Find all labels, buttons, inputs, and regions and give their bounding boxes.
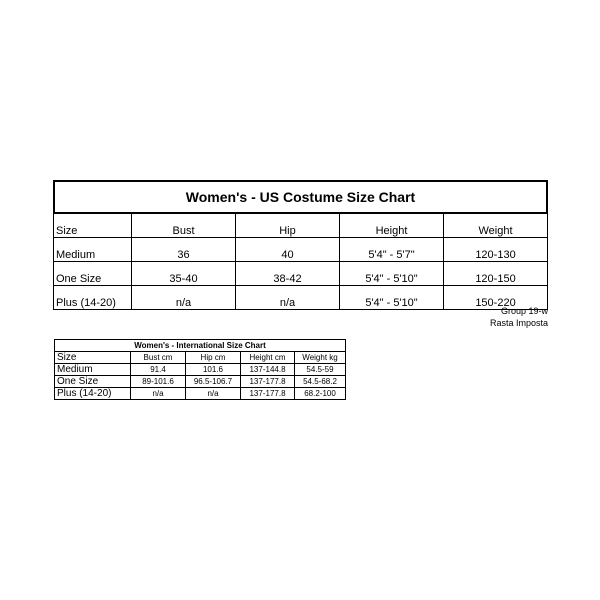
us-row-medium (54, 238, 548, 262)
intl-cell-height: 137-144.8 (241, 364, 295, 376)
us-cell-size: Medium (54, 238, 132, 262)
intl-header-size: Size (55, 352, 131, 364)
us-cell-size: One Size (54, 262, 132, 286)
intl-chart-title: Women's - International Size Chart (55, 340, 346, 352)
intl-cell-size: Medium (55, 364, 131, 376)
intl-cell-bust: n/a (131, 388, 186, 400)
international-size-table (54, 339, 346, 400)
intl-cell-size: One Size (55, 376, 131, 388)
international-size-chart (54, 339, 346, 400)
intl-cell-hip: n/a (186, 388, 241, 400)
us-cell-bust: 36 (132, 238, 236, 262)
us-size-table (53, 214, 548, 310)
intl-row-medium (55, 364, 346, 376)
us-chart-title: Women's - US Costume Size Chart (53, 180, 548, 214)
intl-row-one-size (55, 376, 346, 388)
us-cell-hip: 38-42 (236, 262, 340, 286)
intl-header-weight: Weight kg (295, 352, 346, 364)
intl-cell-weight: 68.2-100 (295, 388, 346, 400)
us-header-weight: Weight (444, 214, 548, 238)
us-header-bust: Bust (132, 214, 236, 238)
us-cell-height: 5'4" - 5'10" (340, 262, 444, 286)
us-cell-bust: 35-40 (132, 262, 236, 286)
intl-header-row (55, 352, 346, 364)
intl-cell-weight: 54.5-68.2 (295, 376, 346, 388)
intl-cell-hip: 96.5-106.7 (186, 376, 241, 388)
intl-cell-bust: 89-101.6 (131, 376, 186, 388)
us-cell-bust: n/a (132, 286, 236, 310)
intl-cell-height: 137-177.8 (241, 388, 295, 400)
us-cell-weight: 150-220 (444, 286, 548, 310)
intl-header-hip: Hip cm (186, 352, 241, 364)
us-header-hip: Hip (236, 214, 340, 238)
intl-row-plus (55, 388, 346, 400)
us-row-plus (54, 286, 548, 310)
us-cell-weight: 120-150 (444, 262, 548, 286)
intl-cell-bust: 91.4 (131, 364, 186, 376)
us-cell-size: Plus (14-20) (54, 286, 132, 310)
us-row-one-size (54, 262, 548, 286)
intl-cell-height: 137-177.8 (241, 376, 295, 388)
intl-cell-size: Plus (14-20) (55, 388, 131, 400)
intl-cell-weight: 54.5-59 (295, 364, 346, 376)
us-cell-height: 5'4" - 5'7" (340, 238, 444, 262)
us-cell-height: 5'4" - 5'10" (340, 286, 444, 310)
us-header-height: Height (340, 214, 444, 238)
us-header-row (54, 214, 548, 238)
us-header-size: Size (54, 214, 132, 238)
us-cell-hip: 40 (236, 238, 340, 262)
intl-cell-hip: 101.6 (186, 364, 241, 376)
brand-note: Rasta Imposta (489, 318, 548, 328)
intl-header-bust: Bust cm (131, 352, 186, 364)
intl-header-height: Height cm (241, 352, 295, 364)
intl-title-row (55, 340, 346, 352)
us-cell-weight: 120-130 (444, 238, 548, 262)
group-note: Group 19-w (500, 306, 548, 316)
us-cell-hip: n/a (236, 286, 340, 310)
us-size-chart (53, 180, 548, 310)
